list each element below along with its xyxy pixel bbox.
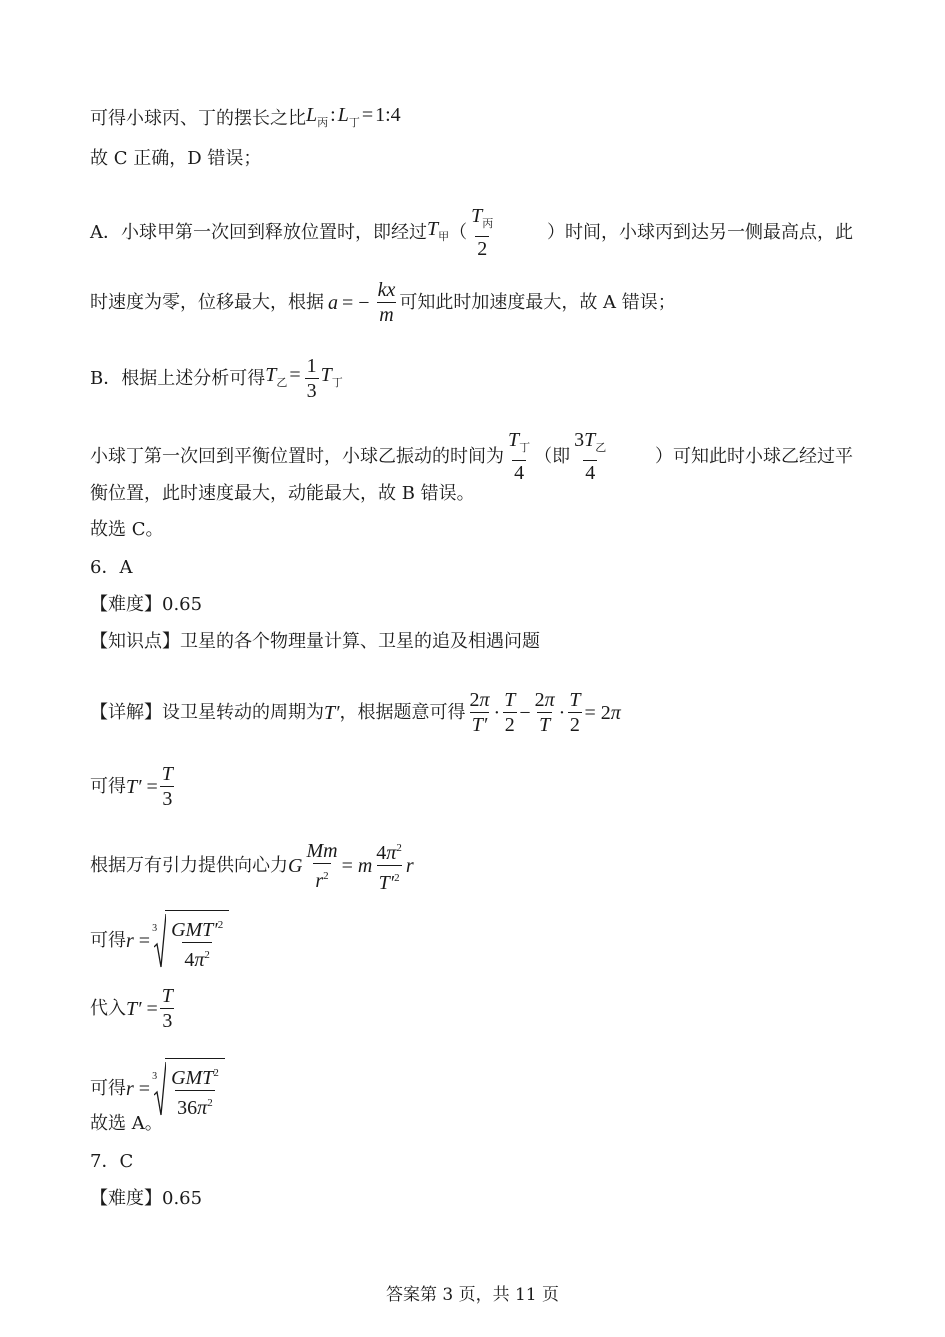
question-number xyxy=(90,557,853,579)
math-expression: $T_乙$ = xyxy=(265,363,301,389)
math-expression: T′ xyxy=(324,701,340,724)
line-text: 故 C 正确，D 错误； xyxy=(90,148,262,169)
text-line xyxy=(90,519,853,541)
math-expression: $T_甲$ xyxy=(427,217,450,243)
fraction: $\frac{T}{2}$ xyxy=(569,689,581,736)
fraction: $\frac{kx}{m}$ xyxy=(377,279,396,326)
text-line xyxy=(90,688,853,737)
line-text: 可得小球丙、丁的摆长之比 xyxy=(90,108,306,129)
line-text: 故选 A。 xyxy=(90,1113,163,1134)
fraction: $\frac{3T_乙}{4}$ xyxy=(574,429,607,484)
fraction: $\frac{T_丁}{4}$ xyxy=(508,429,531,484)
line-text: B．根据上述分析可得 xyxy=(90,367,266,389)
fraction: $\frac{1}{3}$ xyxy=(306,355,317,402)
line-text: 【难度】0.65 xyxy=(90,1188,203,1209)
line-text: 可得 xyxy=(90,775,126,797)
line-text: 可得 xyxy=(90,930,126,951)
text-line xyxy=(90,428,853,485)
math-operator: · xyxy=(558,701,566,724)
line-text: 衡位置，此时速度最大，动能最大，故 B 错误。 xyxy=(90,483,475,504)
text-line xyxy=(90,910,853,972)
cube-root: 3 $\frac{GMT^2}{36\pi^2}$ xyxy=(152,1058,225,1120)
fraction: $\frac{Mm}{r^2}$ xyxy=(306,839,338,892)
math-expression: a xyxy=(328,291,338,314)
line-text: 时速度为零，位移最大，根据 xyxy=(90,291,324,313)
line-text: 根据万有引力提供向心力 xyxy=(90,854,288,876)
line-text: 【知识点】卫星的各个物理量计算、卫星的追及相遇问题 xyxy=(90,631,540,652)
fraction: $\frac{T}{3}$ xyxy=(161,763,173,810)
text-line xyxy=(90,1058,853,1120)
text-line xyxy=(90,354,853,403)
math-expression: = m xyxy=(341,854,373,877)
difficulty xyxy=(90,594,853,616)
page-footer: 答案第 3 页，共 11 页 xyxy=(385,1285,560,1305)
text-line xyxy=(90,836,853,895)
text-line xyxy=(90,278,853,327)
math-expression: $L_丙$ : $L_丁$ = 1:4 xyxy=(306,104,401,129)
line-text: 【难度】0.65 xyxy=(90,594,203,615)
text-line xyxy=(90,483,853,505)
line-text: 小球丁第一次回到平衡位置时，小球乙振动的时间为 xyxy=(90,445,504,467)
line-text: 故选 C。 xyxy=(90,519,164,540)
text-line xyxy=(90,984,853,1033)
text-line xyxy=(90,104,853,134)
fraction: $\frac{T_丙}{2}$ xyxy=(471,205,494,260)
text-line xyxy=(90,762,853,811)
line-text: 6．A xyxy=(90,557,133,578)
line-text: （即 xyxy=(534,445,571,467)
line-text: 代入 xyxy=(90,997,126,1019)
line-text: （ xyxy=(449,221,468,243)
knowledge-points xyxy=(90,631,853,653)
math-operator: · xyxy=(493,701,501,724)
question-number xyxy=(90,1151,853,1173)
line-text: ，根据题意可得 xyxy=(339,701,466,723)
line-text: ）可知此时小球乙经过平 xyxy=(655,445,853,467)
line-text: ）时间，小球丙到达另一侧最高点，此 xyxy=(547,221,853,243)
line-text: 可知此时加速度最大，故 A 错误； xyxy=(399,291,676,313)
math-expression: = 2π xyxy=(584,701,621,724)
math-expression: T′ = xyxy=(126,997,158,1020)
difficulty xyxy=(90,1188,853,1210)
line-text: 可得 xyxy=(90,1078,126,1099)
math-expression: r = xyxy=(126,1078,151,1100)
fraction: $\frac{T}{2}$ xyxy=(504,689,516,736)
fraction: $\frac{GMT'^2}{4\pi^2}$ xyxy=(171,919,224,971)
math-expression: $T_丁$ xyxy=(320,363,343,389)
line-text: 7．C xyxy=(90,1151,134,1172)
fraction: $\frac{2\pi}{T'}$ xyxy=(469,689,490,736)
math-expression: G xyxy=(288,854,303,877)
fraction: $\frac{4\pi^2}{T'^2}$ xyxy=(376,842,402,894)
math-expression: r xyxy=(405,854,414,877)
math-expression: r = xyxy=(126,930,151,952)
fraction: $\frac{2\pi}{T}$ xyxy=(534,689,555,736)
fraction: $\frac{GMT^2}{36\pi^2}$ xyxy=(171,1067,219,1119)
text-line xyxy=(90,204,853,261)
line-text: A．小球甲第一次回到释放位置时，即经过 xyxy=(90,221,427,243)
math-expression: T′ = xyxy=(126,775,158,798)
line-text: 【详解】设卫星转动的周期为 xyxy=(90,701,324,723)
cube-root: 3 $\frac{GMT'^2}{4\pi^2}$ xyxy=(152,910,229,972)
math-operator: − xyxy=(519,701,531,724)
math-operator: = − xyxy=(342,291,370,314)
text-line xyxy=(90,148,853,170)
fraction: $\frac{T}{3}$ xyxy=(161,985,173,1032)
text-line xyxy=(90,1113,853,1135)
